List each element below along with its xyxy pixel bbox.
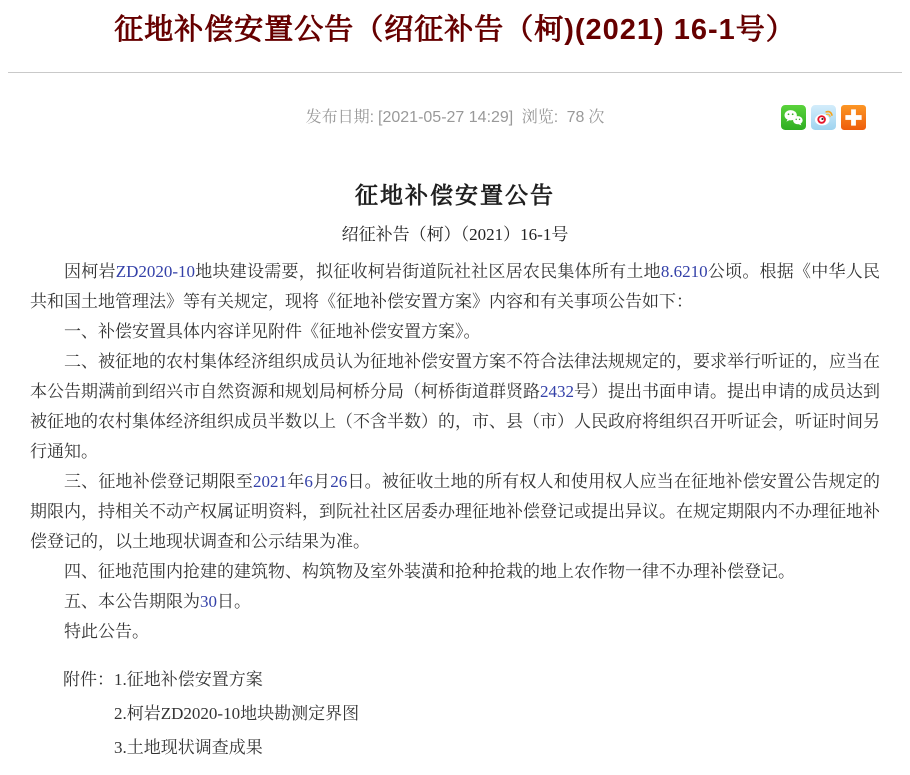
paragraph-text: 特此公告。 <box>64 622 149 641</box>
page <box>0 8 910 775</box>
paragraph-latin-text: 2021 <box>253 472 288 491</box>
publish-info <box>0 103 910 133</box>
attachments-block <box>30 663 880 765</box>
paragraph <box>30 557 880 587</box>
paragraph <box>30 587 880 617</box>
paragraph-text: 一、补偿安置具体内容详见附件《征地补偿安置方案》。 <box>64 322 481 341</box>
attachments-label: 附件： <box>63 670 114 689</box>
paragraph-text: 公顷。根据《中华人民共和国土地管理法》等有关规定，现将《征地补偿安置方案》内容和有关事项公告如下： <box>30 262 881 311</box>
share-more-icon[interactable] <box>841 105 866 130</box>
paragraph-text: 四、征地范围内抢建的建筑物、构筑物及室外装潢和抢种抢栽的地上农作物一律不办理补偿登记。 <box>64 562 795 581</box>
paragraph-latin-text: 30 <box>200 592 217 611</box>
paragraph-text: 月 <box>312 472 331 491</box>
publish-date-label: 发布日期: <box>305 109 375 126</box>
wechat-share-icon[interactable] <box>781 105 806 130</box>
paragraph-text: 因柯岩 <box>64 262 116 281</box>
article <box>0 177 910 775</box>
article-title: 征地补偿安置公告 <box>355 183 555 208</box>
share-icons <box>781 105 866 130</box>
article-paragraphs <box>30 257 880 647</box>
paragraph-latin-text: 8.6210 <box>660 262 708 281</box>
views-count: 78 <box>566 109 585 126</box>
paragraph <box>30 257 880 317</box>
attachment-item: 3.土地现状调查成果 <box>114 738 263 757</box>
paragraph-text: 日。被征收土地的所有权人和使用权人应当在征地补偿安置公告规定的期限内，持相关不动产权属证明资料，到阮社社区居委办理征地补偿登记或提出异议。在规定期限内不办理征地补偿登记的，以土地现状调查和公示结果为准。 <box>30 472 881 551</box>
paragraph <box>30 467 880 557</box>
paragraph-text: 年 <box>287 472 305 491</box>
paragraph-text: 三、征地补偿登记期限至 <box>64 472 254 491</box>
paragraph-text: 日。 <box>217 592 251 611</box>
paragraph-latin-text: 26 <box>330 472 348 491</box>
meta-row <box>0 103 910 133</box>
paragraph-text: 二、被征地的农村集体经济组织成员认为征地补偿安置方案不符合法律法规规定的，要求举行听证的，应当在本公告期满前到绍兴市自然资源和规划局柯桥分局（柯桥街道群贤路 <box>30 352 880 401</box>
attachment-items <box>114 663 880 765</box>
attachment-item: 1.征地补偿安置方案 <box>114 670 263 689</box>
paragraph <box>30 317 880 347</box>
publish-date-value: [2021-05-27 14:29] <box>378 109 514 126</box>
page-title: 征地补偿安置公告（绍征补告（柯)(2021) 16-1号） <box>114 14 796 46</box>
paragraph <box>30 617 880 647</box>
paragraph-latin-text: ZD2020-10 <box>115 262 196 281</box>
attachment-item: 2.柯岩ZD2020-10地块勘测定界图 <box>114 704 360 723</box>
weibo-share-icon[interactable] <box>811 105 836 130</box>
paragraph-latin-text: 6 <box>304 472 313 491</box>
paragraph-text: 号）提出书面申请。提出申请的成员达到被征地的农村集体经济组织成员半数以上（不含半数）的，市、县（市）人民政府将组织召开听证会，听证时间另行通知。 <box>30 382 880 461</box>
paragraph-latin-text: 2432 <box>540 382 574 401</box>
views-unit: 次 <box>588 109 605 126</box>
doc-number: 绍征补告（柯）（2021）16-1号 <box>341 225 569 244</box>
paragraph-text: 五、本公告期限为 <box>64 592 200 611</box>
paragraph <box>30 347 880 467</box>
views-label: 浏览: <box>521 109 559 126</box>
paragraph-text: 地块建设需要，拟征收柯岩街道阮社社区居农民集体所有土地 <box>195 262 661 281</box>
header-divider <box>8 72 902 73</box>
